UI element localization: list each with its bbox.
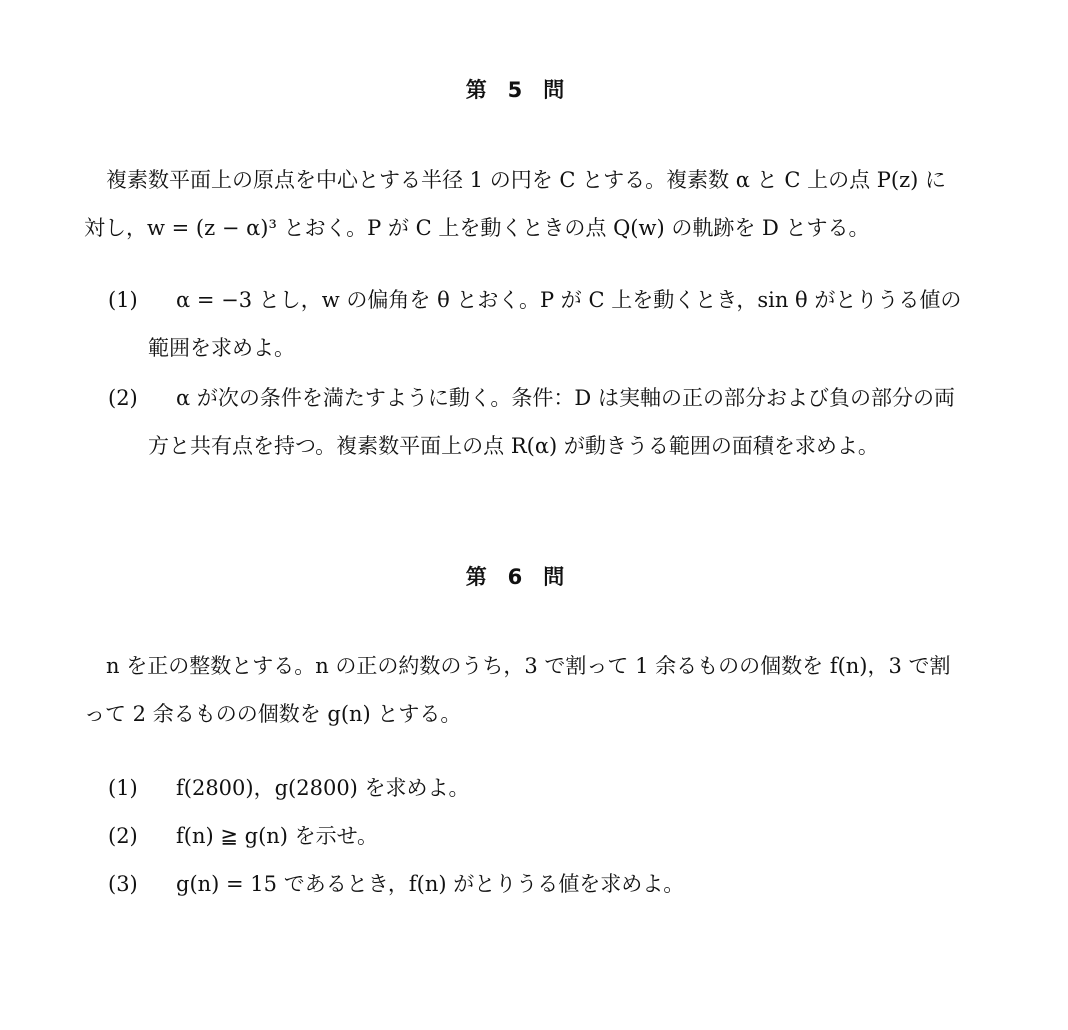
problem-6-item-1 [108, 764, 964, 812]
problem-5-item-1 [108, 276, 964, 372]
item-text: α が次の条件を満たすように動く。条件：D は実軸の正の部分および負の部分の両方と共有点を持つ。複素数平面上の点 R(α) が動きうる範囲の面積を求めよ。 [148, 386, 955, 458]
item-text: f(n) ≧ g(n) を示せ。 [176, 824, 379, 848]
problem-5-intro: 複素数平面上の原点を中心とする半径 1 の円を C とする。複素数 α と C 上の点 P(z) に対し，w = (z − α)³ とおく。P が C 上を動くときの点 Q(w) の軌跡を D とする。 [84, 168, 947, 240]
item-text: f(2800)，g(2800) を求めよ。 [176, 776, 470, 800]
item-text: α = −3 とし，w の偏角を θ とおく。P が C 上を動くとき，sin θ がとりうる値の範囲を求めよ。 [148, 288, 962, 360]
item-number: (1) [108, 776, 138, 800]
item-text: g(n) = 15 であるとき，f(n) がとりうる値を求めよ。 [176, 872, 685, 896]
item-number: (2) [108, 386, 138, 410]
item-number: (3) [108, 872, 138, 896]
item-number: (2) [108, 824, 138, 848]
problem-6-item-3 [108, 860, 964, 908]
problem-5-item-2 [108, 374, 964, 470]
problem-5-heading: 第 5 問 [465, 78, 565, 102]
problem-6-item-2 [108, 812, 964, 860]
problem-6-heading: 第 6 問 [465, 565, 565, 589]
item-number: (1) [108, 288, 138, 312]
problem-6-intro: n を正の整数とする。n の正の約数のうち，3 で割って 1 余るものの個数を f(n)，3 で割って 2 余るものの個数を g(n) とする。 [84, 654, 951, 726]
